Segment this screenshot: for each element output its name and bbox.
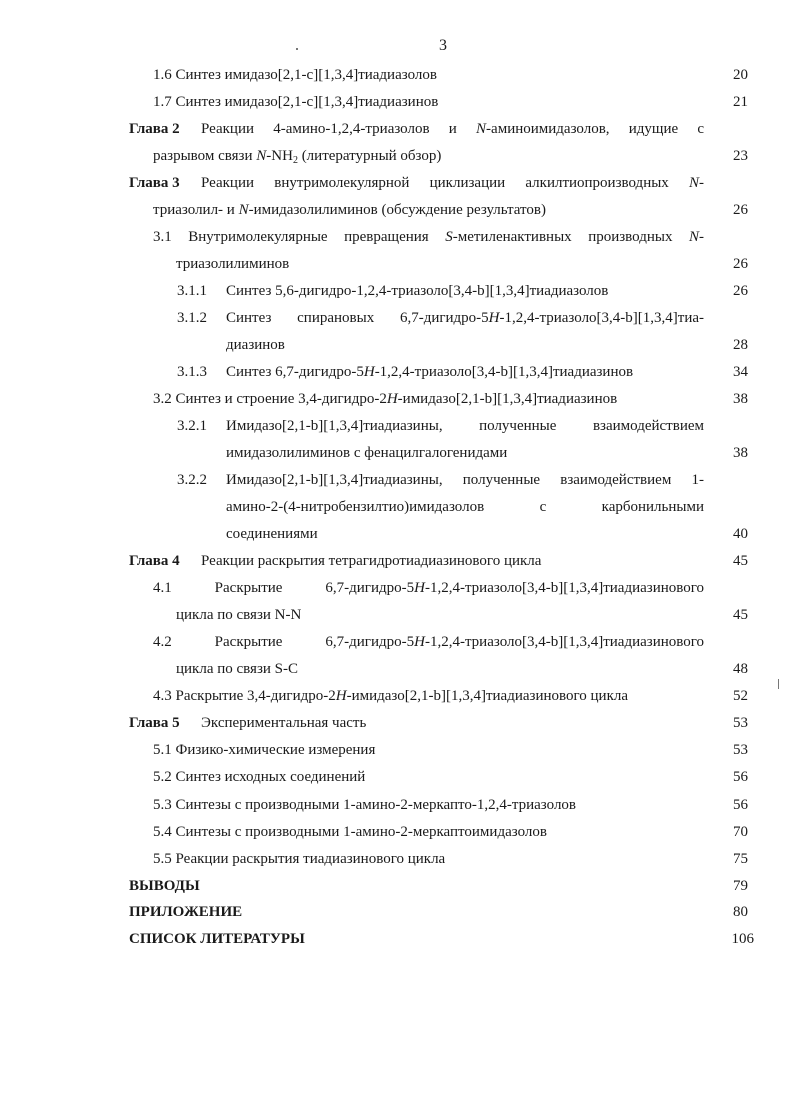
toc-entry-text: Реакции 4-амино-1,2,4-триазолов и N-аминоимидазолов, идущие с bbox=[201, 121, 705, 137]
toc-entry-text: диазинов bbox=[226, 337, 285, 353]
toc-entry-text: 4.3 Раскрытие 3,4-дигидро-2H-имидазо[2,1-b][1,3,4]тиадиазинового цикла bbox=[153, 688, 629, 704]
italic-n-text: N bbox=[476, 121, 487, 137]
scan-speck bbox=[296, 48, 298, 50]
toc-entry-5-2 bbox=[0, 766, 794, 788]
toc-entry-text: цикла по связи N-N bbox=[176, 607, 302, 623]
toc-entry-3-1-3 bbox=[0, 361, 794, 383]
toc-entry-text: триазолилиминов bbox=[176, 256, 290, 272]
toc-entry-text: имидазолилиминов с фенацилгалогенидами bbox=[226, 445, 508, 461]
toc-entry-number: 3.1.3 bbox=[177, 364, 207, 380]
toc-chapter-2-line-1 bbox=[0, 118, 794, 140]
toc-entry-text: 4.1 Раскрытие 6,7-дигидро-5H-1,2,4-триазоло[3,4-b][1,3,4]тиадиазинового bbox=[153, 580, 705, 596]
toc-entry-text: соединениями bbox=[226, 526, 318, 542]
chapter-label: Глава 2 bbox=[129, 121, 180, 137]
toc-entry-page: 26 bbox=[733, 283, 748, 299]
toc-entry-3-2-2-line-1 bbox=[0, 469, 794, 491]
toc-entry-5-4 bbox=[0, 821, 794, 843]
toc-entry-1-6 bbox=[0, 64, 794, 86]
toc-chapter-3-line-2 bbox=[0, 199, 794, 221]
toc-entry-3-2-2-line-2 bbox=[0, 496, 794, 518]
chapter-label: Глава 4 bbox=[129, 553, 180, 569]
toc-entry-text: 5.4 Синтезы с производными 1-амино-2-меркаптоимидазолов bbox=[153, 824, 547, 840]
toc-entry-number: 3.2.2 bbox=[177, 472, 207, 488]
toc-chapter-5 bbox=[0, 712, 794, 734]
toc-entry-3-1-2-line-1 bbox=[0, 307, 794, 329]
toc-entry-page: 79 bbox=[733, 878, 748, 894]
toc-entry-text: Имидазо[2,1-b][1,3,4]тиадиазины, полученные взаимодействием bbox=[226, 418, 704, 434]
toc-entry-4-2-line-1 bbox=[0, 631, 794, 653]
toc-entry-text: 3.1 Внутримолекулярные превращения S-метиленактивных производных N- bbox=[153, 229, 704, 245]
toc-entry-3-2-1-line-2 bbox=[0, 442, 794, 464]
toc-entry-page: 26 bbox=[733, 202, 748, 218]
toc-entry-text: амино-2-(4-нитробензилтио)имидазолов с карбонильными bbox=[226, 499, 705, 515]
toc-entry-page: 75 bbox=[733, 851, 748, 867]
toc-entry-page: 40 bbox=[733, 526, 748, 542]
toc-entry-3-1-1 bbox=[0, 280, 794, 302]
toc-chapter-3-line-1 bbox=[0, 172, 794, 194]
toc-entry-text: цикла по связи S-C bbox=[176, 661, 298, 677]
toc-entry-text: Синтез 6,7-дигидро-5H-1,2,4-триазоло[3,4-b][1,3,4]тиадиазинов bbox=[226, 364, 634, 380]
toc-entry-page: 28 bbox=[733, 337, 748, 353]
toc-entry-page: 53 bbox=[733, 742, 748, 758]
toc-entry-text: 5.3 Синтезы с производными 1-амино-2-меркапто-1,2,4-триазолов bbox=[153, 797, 577, 813]
toc-entry-text: Синтез 5,6-дигидро-1,2,4-триазоло[3,4-b][1,3,4]тиадиазолов bbox=[226, 283, 609, 299]
toc-entry-page: 20 bbox=[733, 67, 748, 83]
toc-entry-3-1-2-line-2 bbox=[0, 334, 794, 356]
toc-entry-number: 3.2.1 bbox=[177, 418, 207, 434]
toc-entry-page: 56 bbox=[733, 797, 748, 813]
toc-entry-page: 48 bbox=[733, 661, 748, 677]
toc-appendix bbox=[0, 901, 794, 923]
toc-entry-text: Экспериментальная часть bbox=[201, 715, 367, 731]
toc-entry-text: Синтез спирановых 6,7-дигидро-5H-1,2,4-триазоло[3,4-b][1,3,4]тиа- bbox=[226, 310, 705, 326]
toc-entry-page: 56 bbox=[733, 769, 748, 785]
toc-entry-5-3 bbox=[0, 794, 794, 816]
toc-entry-text: 3.2 Синтез и строение 3,4-дигидро-2H-имидазо[2,1-b][1,3,4]тиадиазинов bbox=[153, 391, 618, 407]
toc-chapter-4 bbox=[0, 550, 794, 572]
toc-entry-page: 21 bbox=[733, 94, 748, 110]
toc-chapter-2-line-2 bbox=[0, 145, 794, 167]
toc-entry-4-1-line-2 bbox=[0, 604, 794, 626]
toc-entry-4-3 bbox=[0, 685, 794, 707]
toc-entry-text: триазолил- и N-имидазолилиминов (обсуждение результатов) bbox=[153, 202, 546, 218]
page-number: 3 bbox=[439, 37, 447, 54]
toc-entry-page: 23 bbox=[733, 148, 748, 164]
toc-entry-3-2 bbox=[0, 388, 794, 410]
toc-entry-page: 45 bbox=[733, 553, 748, 569]
toc-entry-page: 52 bbox=[733, 688, 748, 704]
toc-entry-text: 4.2 Раскрытие 6,7-дигидро-5H-1,2,4-триазоло[3,4-b][1,3,4]тиадиазинового bbox=[153, 634, 705, 650]
toc-entry-text: Реакции раскрытия тетрагидротиадиазинового цикла bbox=[201, 553, 542, 569]
toc-entry-text: Имидазо[2,1-b][1,3,4]тиадиазины, полученные взаимодействием 1- bbox=[226, 472, 704, 488]
toc-entry-text: 5.5 Реакции раскрытия тиадиазинового цикла bbox=[153, 851, 446, 867]
scan-speck bbox=[778, 679, 779, 689]
toc-entry-page: 38 bbox=[733, 445, 748, 461]
toc-entry-1-7 bbox=[0, 91, 794, 113]
toc-conclusions bbox=[0, 875, 794, 897]
toc-entry-text: ПРИЛОЖЕНИЕ bbox=[129, 904, 243, 920]
toc-entry-5-1 bbox=[0, 739, 794, 761]
toc-entry-4-1-line-1 bbox=[0, 577, 794, 599]
toc-entry-page: 34 bbox=[733, 364, 748, 380]
toc-entry-text: 1.6 Синтез имидазо[2,1-c][1,3,4]тиадиазолов bbox=[153, 67, 437, 83]
toc-entry-page: 45 bbox=[733, 607, 748, 623]
toc-entry-3-1-line-1 bbox=[0, 226, 794, 248]
toc-entry-text: Реакции внутримолекулярной циклизации алкилтиопроизводных N- bbox=[201, 175, 705, 191]
toc-entry-3-2-2-line-3 bbox=[0, 523, 794, 545]
toc-entry-page: 106 bbox=[731, 931, 754, 947]
toc-entry-text: разрывом связи $N-NH_2$ (литературный обзор) bbox=[153, 148, 442, 166]
toc-references bbox=[0, 928, 794, 950]
toc-entry-text: 5.1 Физико-химические измерения bbox=[153, 742, 376, 758]
toc-entry-page: 80 bbox=[733, 904, 748, 920]
toc-entry-4-2-line-2 bbox=[0, 658, 794, 680]
chapter-label: Глава 3 bbox=[129, 175, 180, 191]
toc-entry-3-2-1-line-1 bbox=[0, 415, 794, 437]
toc-entry-text: ВЫВОДЫ bbox=[129, 878, 200, 894]
toc-entry-3-1-line-2 bbox=[0, 253, 794, 275]
toc-entry-page: 70 bbox=[733, 824, 748, 840]
toc-entry-text: 5.2 Синтез исходных соединений bbox=[153, 769, 366, 785]
toc-entry-number: 3.1.2 bbox=[177, 310, 207, 326]
toc-entry-5-5 bbox=[0, 848, 794, 870]
toc-entry-page: 38 bbox=[733, 391, 748, 407]
toc-entry-text: 1.7 Синтез имидазо[2,1-c][1,3,4]тиадиазинов bbox=[153, 94, 439, 110]
chapter-label: Глава 5 bbox=[129, 715, 180, 731]
toc-entry-text: СПИСОК ЛИТЕРАТУРЫ bbox=[129, 931, 305, 947]
toc-entry-page: 53 bbox=[733, 715, 748, 731]
toc-entry-number: 3.1.1 bbox=[177, 283, 207, 299]
toc-entry-page: 26 bbox=[733, 256, 748, 272]
